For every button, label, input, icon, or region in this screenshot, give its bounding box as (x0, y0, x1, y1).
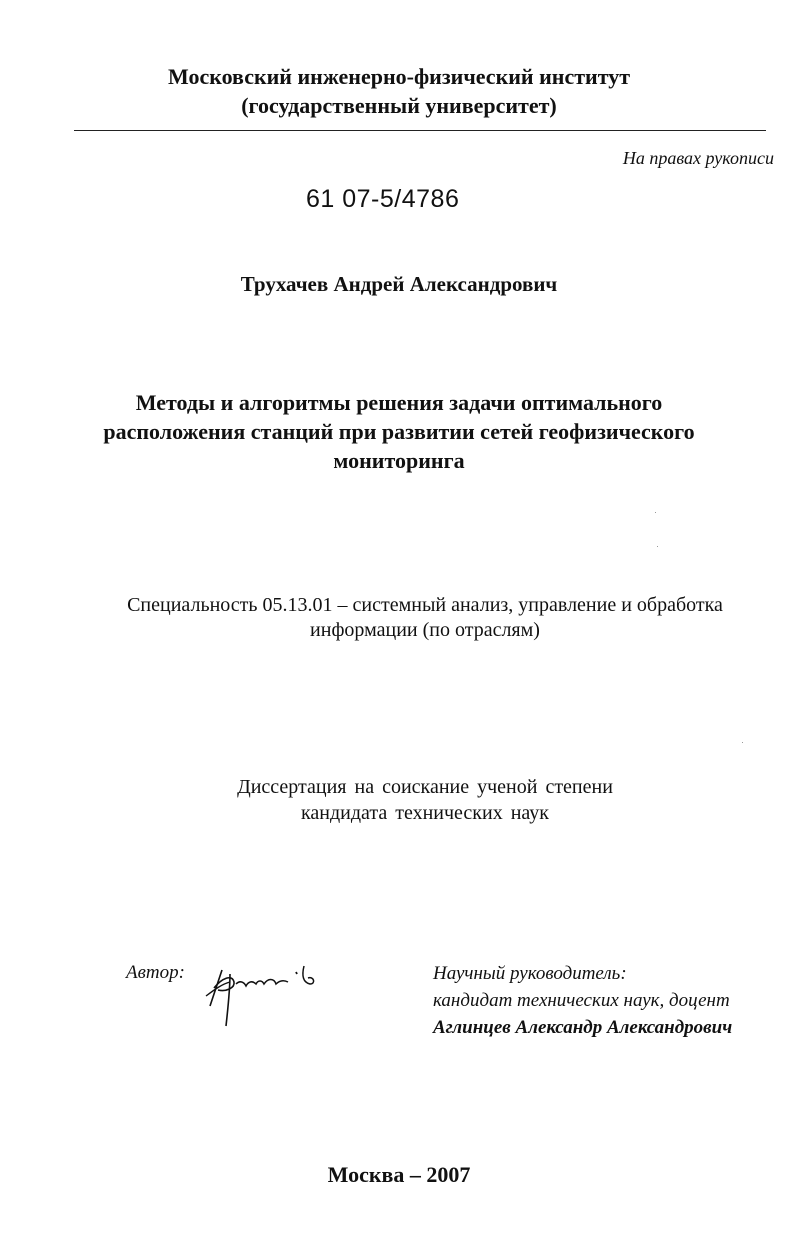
title-line-1: Методы и алгоритмы решения задачи оптимального (135, 390, 663, 415)
city-and-year: Москва – 2007 (327, 1162, 471, 1187)
author-label: Автор: (126, 962, 185, 983)
dissertation-title (60, 388, 738, 475)
supervisor-label: Научный руководитель: (433, 963, 627, 984)
scan-speck (655, 512, 656, 513)
supervisor-degree: кандидат технических наук, доцент (433, 990, 730, 1011)
specialty-line-2: информации (по отраслям) (310, 619, 540, 641)
degree-line-1: Диссертация на соискание ученой степени (237, 776, 613, 798)
specialty (70, 593, 780, 643)
degree-line-2: кандидата технических наук (300, 802, 550, 824)
author-signature (200, 960, 330, 1030)
specialty-line-1: Специальность 05.13.01 – системный анализ, управление и обработка (127, 594, 723, 616)
institute-name (0, 62, 798, 120)
scientific-supervisor (433, 960, 732, 1041)
scan-speck (657, 546, 658, 547)
title-line-2: расположения станций при развитии сетей геофизического (103, 419, 695, 444)
author-full-name: Трухачев Андрей Александрович (240, 272, 558, 296)
dissertation-degree (180, 774, 670, 826)
institute-line-1: Московский инженерно-физический институт (167, 64, 631, 89)
manuscript-rights-note: На правах рукописи (622, 148, 774, 168)
institute-line-2: (государственный университет) (241, 93, 557, 118)
scan-speck (742, 742, 743, 743)
supervisor-name: Аглинцев Александр Александрович (433, 1017, 733, 1038)
header-divider (74, 130, 766, 131)
title-line-3: мониторинга (333, 448, 465, 473)
archive-stamp-number: 61 07-5/4786 (306, 185, 460, 213)
